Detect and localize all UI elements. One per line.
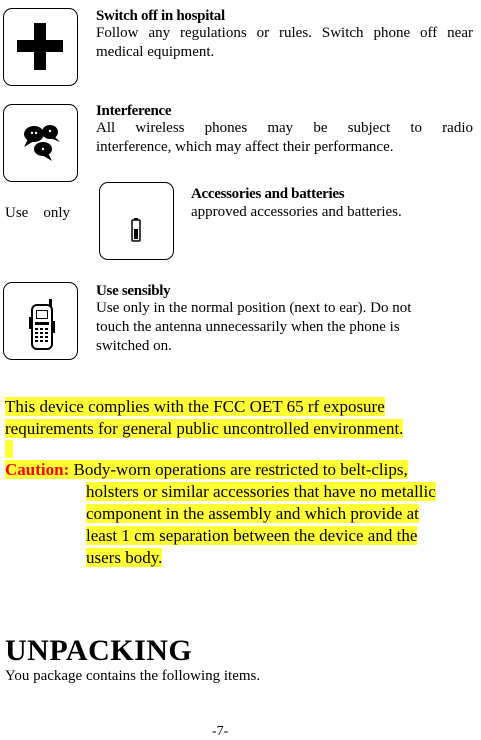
unpacking-text: You package contains the following items. (5, 668, 261, 684)
highlight-spacer (5, 440, 13, 458)
section-text-hospital-line2: medical equipment. (96, 44, 215, 60)
speech-bubbles-icon (4, 105, 76, 180)
icon-frame-interference (3, 104, 78, 182)
icon-frame-accessories (99, 182, 174, 260)
caution-line5: users body. (86, 548, 163, 567)
icon-frame-use-sensibly (3, 282, 78, 360)
fcc-notice-line1: This device complies with the FCC OET 65 rf exposure (5, 397, 385, 416)
caution-line4: least 1 cm separation between the device and the (86, 526, 418, 545)
fcc-notice-line2: requirements for general public uncontrolled environment. (5, 419, 404, 438)
section-text-use-sensibly-line2: touch the antenna unnecessarily when the phone is (96, 319, 400, 335)
icon-frame-hospital (3, 8, 78, 86)
mobile-phone-icon (4, 283, 76, 358)
section-text-use-sensibly-line1: Use only in the normal position (next to ear). Do not (96, 300, 412, 316)
section-text-interference-line2: interference, which may affect their performance. (96, 139, 394, 155)
section-text-interference-line1: All wireless phones may be subject to radio (96, 120, 473, 136)
caution-label: Caution: (5, 460, 70, 479)
unpacking-heading: UNPACKING (5, 634, 193, 667)
caution-line1: Caution: Body-worn operations are restricted to belt-clips, (5, 460, 408, 479)
caution-line3: component in the assembly and which provide at (86, 504, 419, 523)
section-prefix-accessories: Use only (5, 205, 70, 221)
section-title-accessories: Accessories and batteries (191, 186, 345, 202)
page-number: -7- (212, 724, 229, 739)
section-title-interference: Interference (96, 103, 172, 119)
section-title-hospital: Switch off in hospital (96, 8, 225, 24)
section-title-use-sensibly: Use sensibly (96, 283, 171, 299)
battery-icon (100, 183, 172, 258)
section-text-accessories-line1: approved accessories and batteries. (191, 204, 402, 220)
section-text-use-sensibly-line3: switched on. (96, 338, 172, 354)
medical-cross-icon (4, 9, 76, 84)
section-text-hospital-line1: Follow any regulations or rules. Switch phone off near (96, 25, 473, 41)
caution-line2: holsters or similar accessories that have no metallic (86, 482, 436, 501)
